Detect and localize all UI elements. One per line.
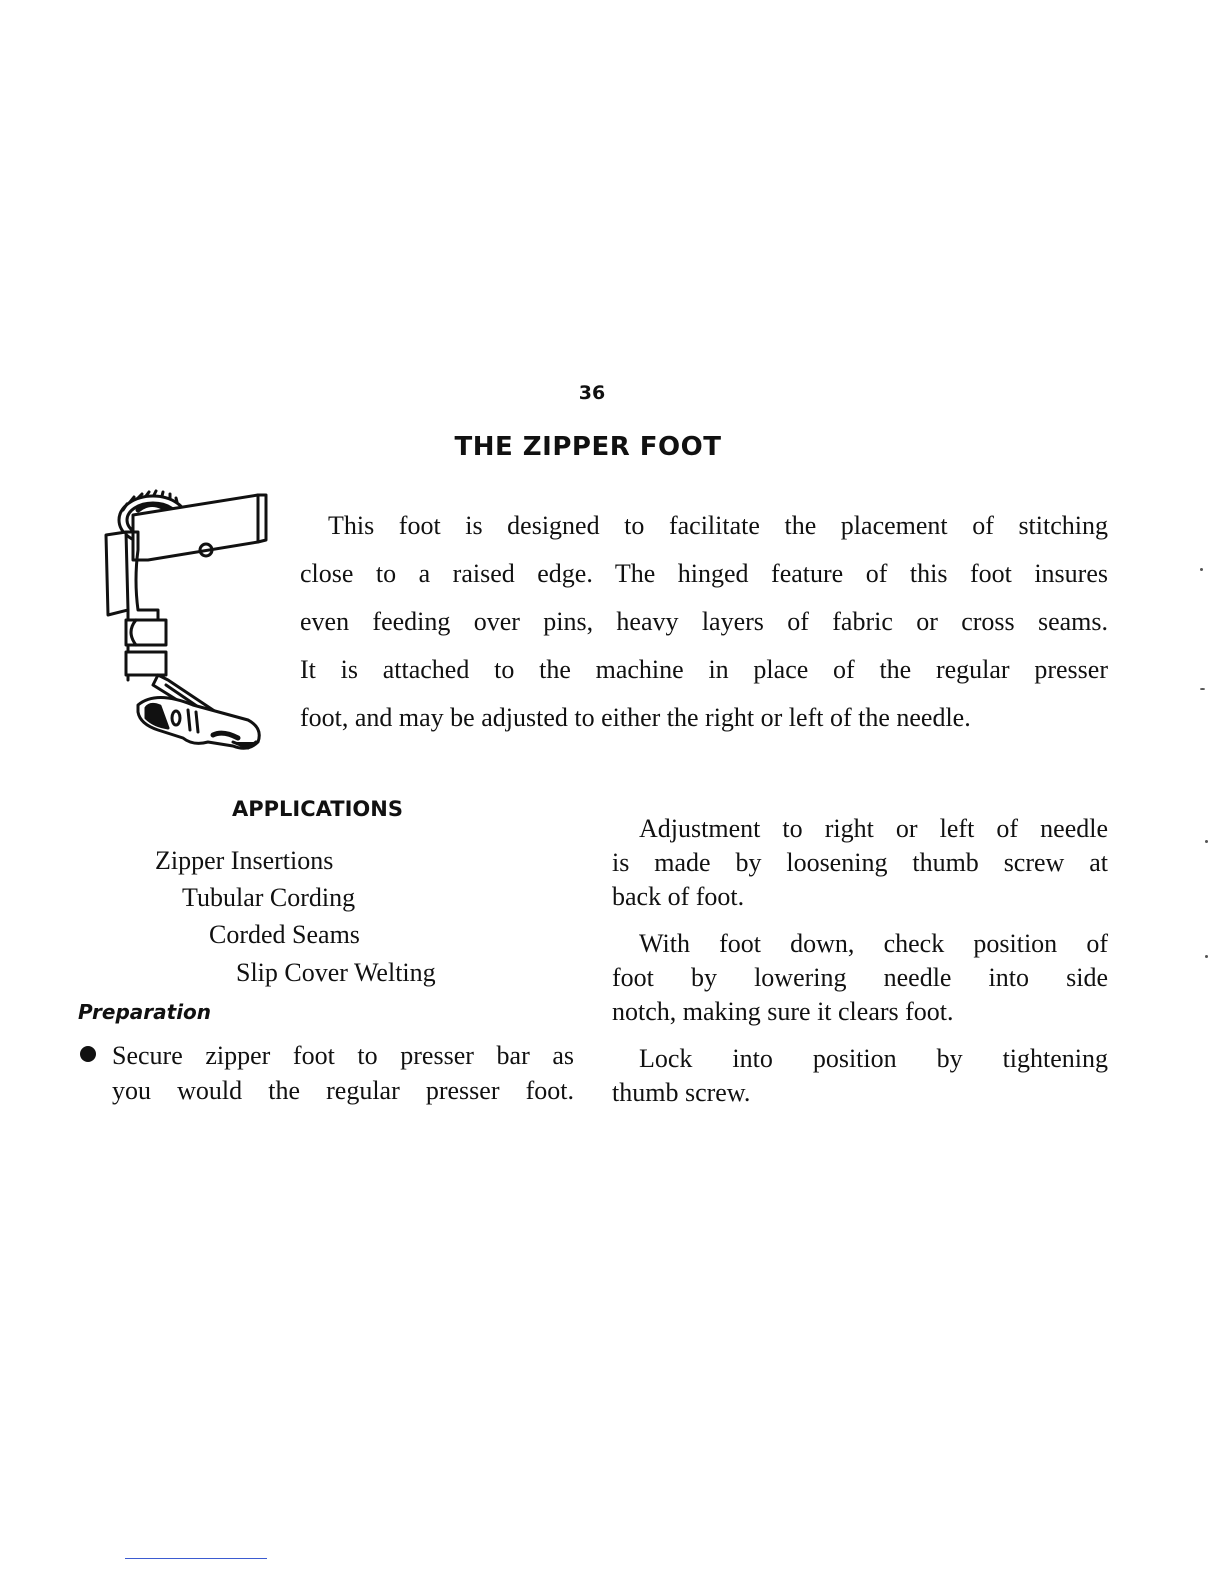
page-number: 36 xyxy=(578,382,606,404)
page-title: THE ZIPPER FOOT xyxy=(454,432,722,462)
adjustment-line: foot by lowering needle into side xyxy=(612,963,1108,992)
adjustment-line: thumb screw. xyxy=(612,1078,751,1107)
application-item: Zipper Insertions xyxy=(155,846,334,875)
adjustment-line: is made by loosening thumb screw at xyxy=(612,848,1108,877)
adjustment-paragraph xyxy=(612,812,1108,914)
intro-line: foot, and may be adjusted to either the right or left of the needle. xyxy=(300,703,971,732)
scan-speck xyxy=(1200,568,1203,571)
scan-speck xyxy=(1205,955,1208,958)
applications-heading: APPLICATIONS xyxy=(232,797,403,821)
adjustment-line: Adjustment to right or left of needle xyxy=(639,814,1108,843)
zipper-foot-icon xyxy=(98,480,268,755)
preparation-heading: Preparation xyxy=(78,1000,212,1024)
scan-speck xyxy=(1205,840,1208,843)
scan-speck xyxy=(1200,688,1205,690)
adjustment-line: notch, making sure it clears foot. xyxy=(612,997,954,1026)
application-item: Tubular Cording xyxy=(182,883,356,912)
preparation-step xyxy=(112,1038,574,1108)
application-item: Corded Seams xyxy=(209,920,360,949)
application-item: Slip Cover Welting xyxy=(236,958,436,987)
adjustment-paragraph xyxy=(612,927,1108,1029)
intro-line: close to a raised edge. The hinged feature of this foot insures xyxy=(300,559,1108,588)
intro-line: even feeding over pins, heavy layers of fabric or cross seams. xyxy=(300,607,1108,636)
intro-line: It is attached to the machine in place of the regular presser xyxy=(300,655,1108,684)
bottom-rule xyxy=(125,1558,267,1559)
bullet-icon xyxy=(80,1046,96,1062)
preparation-line: you would the regular presser foot. xyxy=(112,1076,574,1105)
intro-line: This foot is designed to facilitate the placement of stitching xyxy=(328,511,1108,540)
intro-paragraph xyxy=(300,502,1108,742)
adjustment-line: back of foot. xyxy=(612,882,745,911)
adjustment-instructions xyxy=(612,812,1108,1123)
adjustment-paragraph xyxy=(612,1042,1108,1110)
preparation-line: Secure zipper foot to presser bar as xyxy=(112,1041,574,1070)
adjustment-line: With foot down, check position of xyxy=(639,929,1108,958)
adjustment-line: Lock into position by tightening xyxy=(639,1044,1108,1073)
